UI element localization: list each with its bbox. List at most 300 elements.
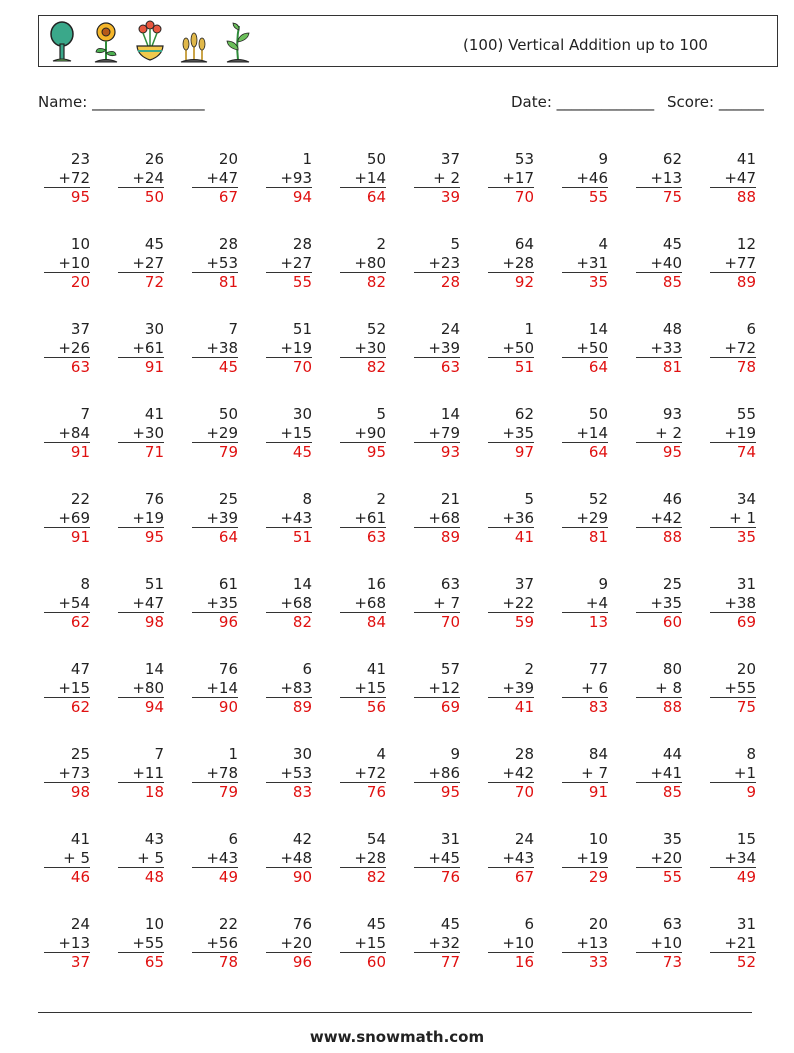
addition-problem: [266, 149, 312, 209]
addend-top: 30: [144, 320, 164, 338]
addend-bottom: +53: [280, 764, 312, 782]
addition-problem: [414, 404, 460, 464]
addend-top: 76: [292, 915, 312, 933]
addend-top: 57: [440, 660, 460, 678]
addend-top: 37: [514, 575, 534, 593]
addition-problem: [562, 574, 608, 634]
addend-bottom: +14: [576, 424, 608, 442]
addition-problem: [266, 829, 312, 889]
addition-problem: [118, 319, 164, 379]
answer: 97: [514, 443, 534, 461]
addition-problem: [266, 914, 312, 974]
addend-bottom: +29: [206, 424, 238, 442]
answer: 37: [70, 953, 90, 971]
addend-top: 9: [450, 745, 460, 763]
addend-top: 61: [218, 575, 238, 593]
addend-top: 1: [524, 320, 534, 338]
addend-top: 2: [524, 660, 534, 678]
addend-top: 12: [736, 235, 756, 253]
addend-top: 26: [144, 150, 164, 168]
addition-problem: [636, 574, 682, 634]
addend-bottom: +20: [280, 934, 312, 952]
addend-bottom: +19: [280, 339, 312, 357]
addend-top: 25: [662, 575, 682, 593]
addition-problem: [44, 489, 90, 549]
addend-top: 28: [218, 235, 238, 253]
addition-problem: [636, 319, 682, 379]
addend-bottom: +72: [354, 764, 386, 782]
addend-top: 28: [514, 745, 534, 763]
addend-bottom: + 7: [433, 594, 460, 612]
addend-top: 63: [440, 575, 460, 593]
addend-bottom: +39: [206, 509, 238, 527]
answer: 63: [366, 528, 386, 546]
addend-top: 14: [440, 405, 460, 423]
addition-problem: [192, 319, 238, 379]
addend-top: 14: [292, 575, 312, 593]
answer: 48: [144, 868, 164, 886]
addend-top: 45: [440, 915, 460, 933]
addition-problem: [192, 404, 238, 464]
answer: 93: [440, 443, 460, 461]
addend-bottom: +1: [733, 764, 756, 782]
addition-problem: [488, 234, 534, 294]
addition-problem: [44, 914, 90, 974]
addition-problem: [488, 914, 534, 974]
addend-bottom: +80: [354, 254, 386, 272]
answer: 69: [440, 698, 460, 716]
addend-bottom: +28: [354, 849, 386, 867]
addend-bottom: +48: [280, 849, 312, 867]
answer: 89: [292, 698, 312, 716]
answer: 45: [292, 443, 312, 461]
addend-top: 62: [662, 150, 682, 168]
addition-problem: [414, 234, 460, 294]
addend-bottom: +34: [724, 849, 756, 867]
addition-problem: [192, 829, 238, 889]
answer: 91: [70, 443, 90, 461]
answer: 63: [440, 358, 460, 376]
addend-top: 44: [662, 745, 682, 763]
addend-bottom: + 1: [729, 509, 756, 527]
addition-problem: [710, 574, 756, 634]
addend-top: 10: [70, 235, 90, 253]
addend-bottom: +20: [650, 849, 682, 867]
addend-top: 7: [80, 405, 90, 423]
addition-problem: [562, 744, 608, 804]
answer: 35: [588, 273, 608, 291]
addend-bottom: +68: [280, 594, 312, 612]
footer-divider: [38, 1012, 752, 1013]
addend-bottom: +19: [576, 849, 608, 867]
addend-top: 25: [70, 745, 90, 763]
answer: 95: [662, 443, 682, 461]
answer: 78: [218, 953, 238, 971]
addition-problem: [192, 489, 238, 549]
addend-bottom: +21: [724, 934, 756, 952]
addend-bottom: + 2: [433, 169, 460, 187]
addend-bottom: +93: [280, 169, 312, 187]
answer: 82: [366, 358, 386, 376]
addition-problem: [414, 574, 460, 634]
addition-problem: [562, 319, 608, 379]
addition-problem: [562, 914, 608, 974]
addition-problem: [340, 234, 386, 294]
addition-problem: [710, 404, 756, 464]
answer: 75: [736, 698, 756, 716]
answer: 91: [70, 528, 90, 546]
addition-problem: [636, 659, 682, 719]
answer: 84: [366, 613, 386, 631]
addend-bottom: +47: [724, 169, 756, 187]
answer: 77: [440, 953, 460, 971]
answer: 33: [588, 953, 608, 971]
addend-top: 24: [440, 320, 460, 338]
addition-problem: [340, 744, 386, 804]
addend-top: 41: [366, 660, 386, 678]
addition-problem: [414, 744, 460, 804]
addition-problem: [266, 319, 312, 379]
worksheet-title: (100) Vertical Addition up to 100: [463, 36, 708, 54]
addend-bottom: +47: [206, 169, 238, 187]
addend-bottom: +84: [58, 424, 90, 442]
addition-problem: [488, 659, 534, 719]
addend-bottom: +42: [650, 509, 682, 527]
addend-bottom: +40: [650, 254, 682, 272]
addend-bottom: +45: [428, 849, 460, 867]
addition-problem: [636, 404, 682, 464]
addend-top: 7: [154, 745, 164, 763]
addend-top: 35: [662, 830, 682, 848]
answer: 74: [736, 443, 756, 461]
addend-top: 31: [736, 915, 756, 933]
addend-bottom: +10: [650, 934, 682, 952]
addend-top: 37: [70, 320, 90, 338]
addend-top: 55: [736, 405, 756, 423]
addition-problem: [266, 744, 312, 804]
addition-problem: [414, 489, 460, 549]
addend-top: 52: [588, 490, 608, 508]
addition-problem: [118, 234, 164, 294]
addend-bottom: +23: [428, 254, 460, 272]
addend-bottom: +69: [58, 509, 90, 527]
addition-problem: [192, 659, 238, 719]
answer: 60: [662, 613, 682, 631]
answer: 95: [70, 188, 90, 206]
addend-bottom: +55: [132, 934, 164, 952]
addend-top: 51: [144, 575, 164, 593]
addition-problem: [414, 319, 460, 379]
answer: 83: [292, 783, 312, 801]
addend-bottom: + 8: [655, 679, 682, 697]
addend-top: 10: [588, 830, 608, 848]
addition-problem: [340, 319, 386, 379]
answer: 88: [662, 528, 682, 546]
answer: 52: [736, 953, 756, 971]
addend-bottom: + 6: [581, 679, 608, 697]
addend-top: 42: [292, 830, 312, 848]
addend-bottom: +27: [132, 254, 164, 272]
addend-bottom: +4: [585, 594, 608, 612]
addend-bottom: +83: [280, 679, 312, 697]
addend-top: 2: [376, 235, 386, 253]
addend-bottom: +38: [724, 594, 756, 612]
answer: 46: [70, 868, 90, 886]
answer: 55: [662, 868, 682, 886]
answer: 95: [440, 783, 460, 801]
answer: 67: [218, 188, 238, 206]
addition-problem: [488, 574, 534, 634]
addend-top: 6: [524, 915, 534, 933]
answer: 28: [440, 273, 460, 291]
addition-problem: [488, 744, 534, 804]
addend-top: 43: [144, 830, 164, 848]
addition-problem: [118, 744, 164, 804]
addend-bottom: +46: [576, 169, 608, 187]
addition-problem: [44, 404, 90, 464]
addition-problem: [710, 829, 756, 889]
answer: 56: [366, 698, 386, 716]
addition-problem: [488, 149, 534, 209]
addition-problem: [118, 659, 164, 719]
addend-top: 5: [376, 405, 386, 423]
addend-bottom: +38: [206, 339, 238, 357]
addend-bottom: +80: [132, 679, 164, 697]
addend-bottom: +77: [724, 254, 756, 272]
answer: 95: [366, 443, 386, 461]
addend-top: 4: [376, 745, 386, 763]
addend-top: 46: [662, 490, 682, 508]
addend-bottom: +39: [428, 339, 460, 357]
addend-top: 30: [292, 405, 312, 423]
answer: 70: [514, 783, 534, 801]
addition-problem: [414, 659, 460, 719]
addend-bottom: +43: [206, 849, 238, 867]
answer: 59: [514, 613, 534, 631]
addend-bottom: +15: [58, 679, 90, 697]
addend-bottom: +11: [132, 764, 164, 782]
addition-problem: [636, 234, 682, 294]
addition-problem: [562, 149, 608, 209]
addend-bottom: +43: [280, 509, 312, 527]
answer: 91: [144, 358, 164, 376]
answer: 94: [144, 698, 164, 716]
addition-problem: [118, 404, 164, 464]
addend-bottom: +39: [502, 679, 534, 697]
addition-problem: [562, 234, 608, 294]
answer: 81: [588, 528, 608, 546]
addend-top: 14: [144, 660, 164, 678]
addend-top: 51: [292, 320, 312, 338]
addition-problem: [710, 659, 756, 719]
addition-problem: [562, 489, 608, 549]
addition-problem: [710, 914, 756, 974]
addend-bottom: +13: [650, 169, 682, 187]
addend-bottom: +42: [502, 764, 534, 782]
addition-problem: [192, 914, 238, 974]
addition-problem: [44, 659, 90, 719]
answer: 91: [588, 783, 608, 801]
addition-problem: [118, 489, 164, 549]
addition-problem: [192, 234, 238, 294]
addend-bottom: +61: [132, 339, 164, 357]
addend-bottom: +86: [428, 764, 460, 782]
answer: 62: [70, 698, 90, 716]
addition-problem: [266, 404, 312, 464]
answer: 69: [736, 613, 756, 631]
addend-bottom: +90: [354, 424, 386, 442]
addend-top: 93: [662, 405, 682, 423]
addend-bottom: +47: [132, 594, 164, 612]
answer: 63: [70, 358, 90, 376]
addend-bottom: +33: [650, 339, 682, 357]
addend-top: 41: [144, 405, 164, 423]
answer: 64: [588, 358, 608, 376]
addend-bottom: +35: [502, 424, 534, 442]
answer: 65: [144, 953, 164, 971]
addend-top: 28: [292, 235, 312, 253]
addend-top: 1: [302, 150, 312, 168]
addend-bottom: +17: [502, 169, 534, 187]
addend-bottom: +55: [724, 679, 756, 697]
name-field[interactable]: Name: _______________: [38, 93, 205, 111]
answer: 83: [588, 698, 608, 716]
answer: 20: [70, 273, 90, 291]
addend-top: 6: [228, 830, 238, 848]
addend-bottom: +35: [206, 594, 238, 612]
answer: 55: [588, 188, 608, 206]
addend-top: 20: [736, 660, 756, 678]
answer: 51: [514, 358, 534, 376]
addend-top: 76: [144, 490, 164, 508]
answer: 85: [662, 783, 682, 801]
addend-top: 9: [598, 150, 608, 168]
answer: 90: [218, 698, 238, 716]
addend-top: 8: [302, 490, 312, 508]
addend-bottom: +28: [502, 254, 534, 272]
addend-bottom: +32: [428, 934, 460, 952]
addition-problem: [340, 574, 386, 634]
addend-bottom: +54: [58, 594, 90, 612]
addend-top: 54: [366, 830, 386, 848]
addend-top: 48: [662, 320, 682, 338]
addend-top: 24: [514, 830, 534, 848]
answer: 88: [736, 188, 756, 206]
addend-top: 1: [228, 745, 238, 763]
answer: 82: [366, 273, 386, 291]
answer: 71: [144, 443, 164, 461]
answer: 50: [144, 188, 164, 206]
addend-bottom: +78: [206, 764, 238, 782]
addend-bottom: +53: [206, 254, 238, 272]
answer: 89: [440, 528, 460, 546]
addition-problem: [44, 574, 90, 634]
answer: 41: [514, 528, 534, 546]
addend-bottom: +26: [58, 339, 90, 357]
answer: 62: [70, 613, 90, 631]
addend-top: 20: [218, 150, 238, 168]
addition-problem: [118, 149, 164, 209]
addend-bottom: +14: [206, 679, 238, 697]
addend-bottom: +68: [354, 594, 386, 612]
addition-problem: [340, 659, 386, 719]
answer: 82: [366, 868, 386, 886]
addend-top: 8: [80, 575, 90, 593]
addition-problem: [266, 489, 312, 549]
addend-bottom: + 2: [655, 424, 682, 442]
addend-top: 5: [524, 490, 534, 508]
addition-problem: [710, 489, 756, 549]
answer: 70: [440, 613, 460, 631]
answer: 96: [218, 613, 238, 631]
addend-bottom: +15: [354, 679, 386, 697]
answer: 98: [70, 783, 90, 801]
answer: 85: [662, 273, 682, 291]
score-field[interactable]: Score: ______: [667, 93, 764, 111]
addend-bottom: +79: [428, 424, 460, 442]
addend-bottom: +30: [132, 424, 164, 442]
addend-top: 50: [588, 405, 608, 423]
answer: 64: [588, 443, 608, 461]
addend-top: 53: [514, 150, 534, 168]
addend-top: 62: [514, 405, 534, 423]
addition-problem: [562, 829, 608, 889]
addition-problem: [710, 319, 756, 379]
answer: 51: [292, 528, 312, 546]
answer: 78: [736, 358, 756, 376]
addend-top: 45: [144, 235, 164, 253]
addition-problem: [44, 829, 90, 889]
answer: 79: [218, 783, 238, 801]
addend-top: 8: [746, 745, 756, 763]
addend-bottom: +56: [206, 934, 238, 952]
addend-top: 80: [662, 660, 682, 678]
answer: 55: [292, 273, 312, 291]
answer: 98: [144, 613, 164, 631]
addend-bottom: +22: [502, 594, 534, 612]
addition-problem: [340, 489, 386, 549]
addend-bottom: +13: [58, 934, 90, 952]
answer: 41: [514, 698, 534, 716]
addend-bottom: +10: [502, 934, 534, 952]
addition-problem: [636, 744, 682, 804]
addition-problem: [414, 149, 460, 209]
addend-top: 64: [514, 235, 534, 253]
answer: 95: [144, 528, 164, 546]
answer: 29: [588, 868, 608, 886]
answer: 81: [662, 358, 682, 376]
addend-top: 16: [366, 575, 386, 593]
addend-bottom: +72: [58, 169, 90, 187]
addend-top: 5: [450, 235, 460, 253]
answer: 94: [292, 188, 312, 206]
answer: 72: [144, 273, 164, 291]
addend-top: 10: [144, 915, 164, 933]
addend-bottom: +61: [354, 509, 386, 527]
answer: 45: [218, 358, 238, 376]
addition-problem: [44, 319, 90, 379]
addend-bottom: + 5: [137, 849, 164, 867]
addition-problem: [340, 914, 386, 974]
addend-top: 45: [662, 235, 682, 253]
answer: 16: [514, 953, 534, 971]
addition-problem: [636, 149, 682, 209]
addition-problem: [488, 829, 534, 889]
addend-top: 31: [440, 830, 460, 848]
addend-top: 50: [366, 150, 386, 168]
addend-bottom: +29: [576, 509, 608, 527]
date-field[interactable]: Date: _____________: [511, 93, 655, 111]
